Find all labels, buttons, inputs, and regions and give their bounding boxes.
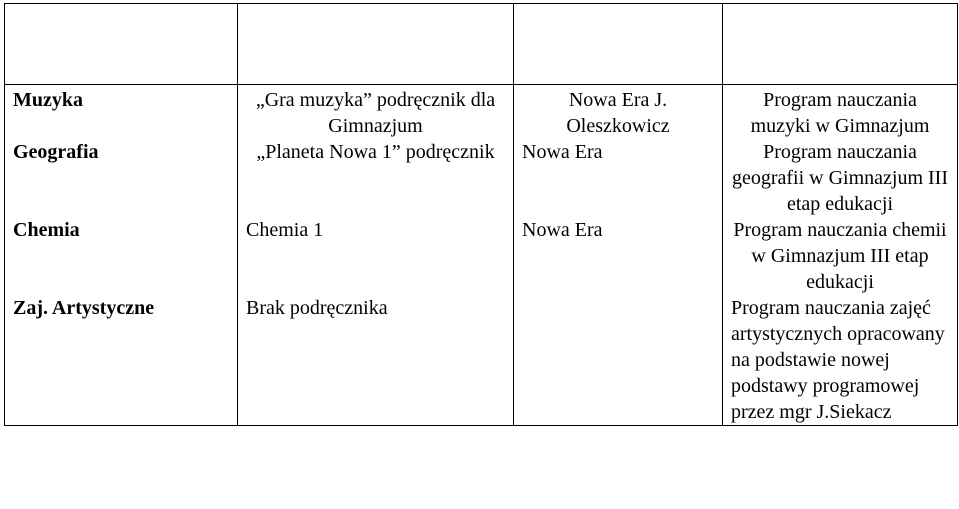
textbook-cell: „Gra muzyka” podręcznik dla Gimnazjum bbox=[238, 85, 514, 140]
publisher-cell bbox=[514, 295, 723, 426]
table-row bbox=[5, 295, 958, 426]
textbook-cell: „Planeta Nowa 1” podręcznik bbox=[238, 139, 514, 217]
subject-cell: Chemia bbox=[5, 217, 238, 295]
header-cell-empty bbox=[723, 4, 958, 85]
publisher-cell: Nowa Era bbox=[514, 217, 723, 295]
table-row bbox=[5, 85, 958, 140]
table-header-row bbox=[5, 4, 958, 85]
program-cell: Program nauczania zajęć artystycznych opracowany na podstawie nowej podstawy programowej przez mgr J.Siekacz bbox=[723, 295, 958, 426]
subject-cell: Zaj. Artystyczne bbox=[5, 295, 238, 426]
subject-cell: Muzyka bbox=[5, 85, 238, 140]
program-cell: Program nauczania chemii w Gimnazjum III etap edukacji bbox=[723, 217, 958, 295]
publisher-cell: Nowa Era bbox=[514, 139, 723, 217]
header-cell-empty bbox=[238, 4, 514, 85]
program-cell: Program nauczania geografii w Gimnazjum III etap edukacji bbox=[723, 139, 958, 217]
table-row bbox=[5, 139, 958, 217]
publisher-cell: Nowa Era J. Oleszkowicz bbox=[514, 85, 723, 140]
subject-cell: Geografia bbox=[5, 139, 238, 217]
curriculum-table bbox=[4, 3, 958, 426]
header-cell-empty bbox=[514, 4, 723, 85]
textbook-cell: Chemia 1 bbox=[238, 217, 514, 295]
textbook-cell: Brak podręcznika bbox=[238, 295, 514, 426]
table-row bbox=[5, 217, 958, 295]
header-cell-empty bbox=[5, 4, 238, 85]
program-cell: Program nauczania muzyki w Gimnazjum bbox=[723, 85, 958, 140]
